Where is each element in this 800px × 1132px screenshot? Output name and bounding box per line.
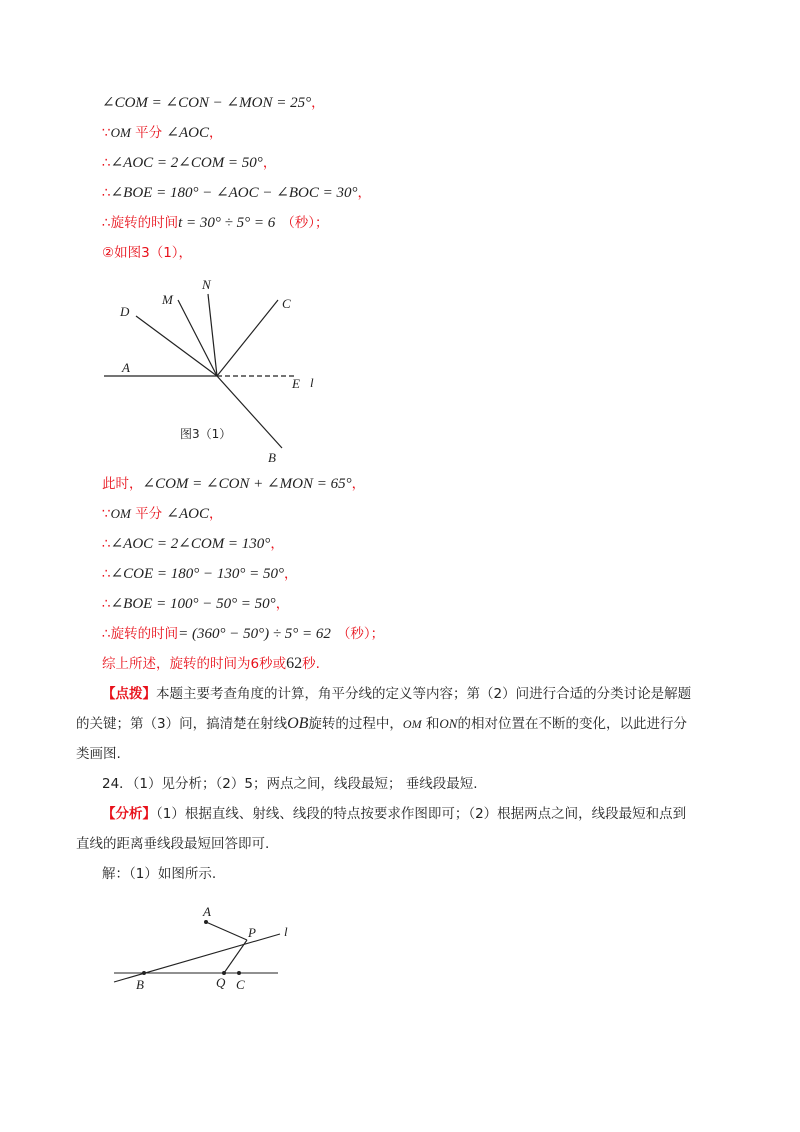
punct: ， (208, 506, 223, 522)
case-2-heading (102, 243, 192, 263)
figure-3-1 (96, 276, 356, 466)
label-l: l (310, 375, 314, 390)
therefore-symbol: ∴ (102, 536, 111, 552)
punct: ， (275, 596, 290, 612)
analysis-tag: 【分析】 (102, 806, 156, 822)
text: 24．（1）见分析；（2）5；两点之间，线段最短； 垂线段最短. (102, 776, 478, 792)
punct: ， (351, 476, 366, 492)
point-c (237, 971, 241, 975)
comment-line-2 (76, 709, 726, 739)
math: ∠BOE = 180° − ∠AOC − ∠BOC = 30° (110, 185, 358, 201)
point-a (204, 920, 208, 924)
ray-on (208, 294, 217, 376)
text: 和 (421, 716, 440, 732)
text: 的相对位置在不断的变化，以此进行分 (457, 716, 687, 732)
comment-line-1 (76, 679, 726, 709)
math: ∠BOE = 100° − 50° = 50° (110, 596, 276, 612)
eq-aoc-2 (102, 534, 284, 554)
text: 旋转的时间 (110, 215, 179, 231)
text: 平分 (130, 125, 167, 141)
text: 本题主要考查角度的计算，角平分线的定义等内容；第（2）问进行合适的分类讨论是解题 (156, 686, 692, 702)
label-q: Q (216, 975, 226, 990)
text: （1）根据直线、射线、线段的特点按要求作图即可；（2）根据两点之间，线段最短和点到 (156, 806, 687, 822)
math: ∠AOC = 2∠COM = 50° (110, 155, 263, 171)
comment-tag: 【点拨】 (102, 686, 156, 702)
segment-pq (224, 940, 247, 973)
therefore-symbol: ∴ (102, 566, 111, 582)
math: ∠COM = ∠CON + ∠MON = 65° (142, 476, 352, 492)
math: ∠AOC = 2∠COM = 130° (110, 536, 271, 552)
math: t = 30° ÷ 5° = 6 (178, 215, 276, 231)
text: （秒）； (336, 626, 385, 642)
math: OM (110, 125, 131, 140)
punct: ， (311, 95, 325, 111)
q24-analysis-line-1 (76, 799, 726, 829)
segment-ap (206, 922, 247, 940)
eq-om-bisect-1 (102, 123, 222, 143)
eq-boe-2 (102, 594, 289, 614)
ray-od (136, 316, 217, 376)
label-c: C (282, 296, 291, 311)
text: 类画图. (76, 746, 121, 762)
label-m: M (162, 292, 173, 307)
therefore-symbol: ∴ (102, 185, 111, 201)
eq-com-2 (102, 474, 365, 494)
eq-coe-2 (102, 564, 298, 584)
comment-paragraph (76, 679, 726, 769)
punct: ， (357, 185, 371, 201)
therefore-symbol: ∴ (102, 155, 111, 171)
text: 平分 (130, 506, 167, 522)
punct: ， (284, 566, 298, 582)
label-b: B (268, 450, 276, 465)
q24-block (76, 769, 726, 889)
math: ∠AOC (166, 125, 209, 141)
math: ∠AOC (166, 506, 209, 522)
text: 直线的距离垂线段最短回答即可. (76, 836, 270, 852)
text: ②如图3（1）， (102, 245, 193, 261)
label-b: B (136, 977, 144, 992)
q24-analysis-line-2 (76, 829, 726, 859)
math: OM (402, 717, 422, 731)
text: 旋转的时间 (110, 626, 179, 642)
math: = (360° − 50°) ÷ 5° = 62 (178, 626, 331, 642)
math: 62 (286, 655, 303, 672)
text: 的关键；第（3）问，搞清楚在射线 (76, 716, 288, 732)
text: 解：（1）如图所示. (102, 866, 217, 882)
math: ON (439, 716, 458, 731)
punct: ， (208, 125, 223, 141)
because-symbol: ∵ (102, 506, 111, 522)
label-d: D (120, 304, 130, 319)
line-l (114, 934, 280, 982)
label-e: E (292, 376, 300, 391)
label-n: N (202, 277, 211, 292)
eq-time-2 (102, 624, 384, 644)
text: 旋转的过程中， (308, 716, 403, 732)
punct: ， (270, 536, 284, 552)
ray-om (178, 300, 217, 376)
label-a: A (203, 904, 211, 919)
q24-solution (76, 859, 726, 889)
eq-boe-1 (102, 183, 371, 203)
math: ∠COE = 180° − 130° = 50° (110, 566, 285, 582)
therefore-symbol: ∴ (102, 596, 111, 612)
summary-line (102, 654, 320, 674)
text: 秒. (302, 656, 320, 672)
label-c: C (236, 977, 245, 992)
eq-time-1 (102, 213, 329, 233)
ray-oc (217, 300, 278, 376)
text: 综上所述，旋转的时间为6秒或 (102, 656, 287, 672)
eq-om-bisect-2 (102, 504, 222, 524)
punct: ， (262, 155, 277, 171)
label-p: P (248, 925, 256, 940)
label-a: A (122, 360, 130, 375)
comment-line-3 (76, 739, 726, 769)
figure-q24 (108, 900, 308, 1000)
math: ∠COM = ∠CON − ∠MON = 25° (102, 95, 312, 111)
eq-com-1 (102, 93, 325, 113)
therefore-symbol: ∴ (102, 626, 111, 642)
therefore-symbol: ∴ (102, 215, 111, 231)
point-b (142, 971, 146, 975)
because-symbol: ∵ (102, 125, 111, 141)
text: 此时， (102, 476, 143, 492)
eq-aoc-1 (102, 153, 276, 173)
math: OB (287, 715, 309, 732)
figure-caption: 图3（1） (180, 427, 232, 441)
text: （秒）； (281, 215, 329, 231)
q24-answer (76, 769, 726, 799)
math: OM (110, 506, 131, 521)
label-l: l (284, 924, 288, 939)
